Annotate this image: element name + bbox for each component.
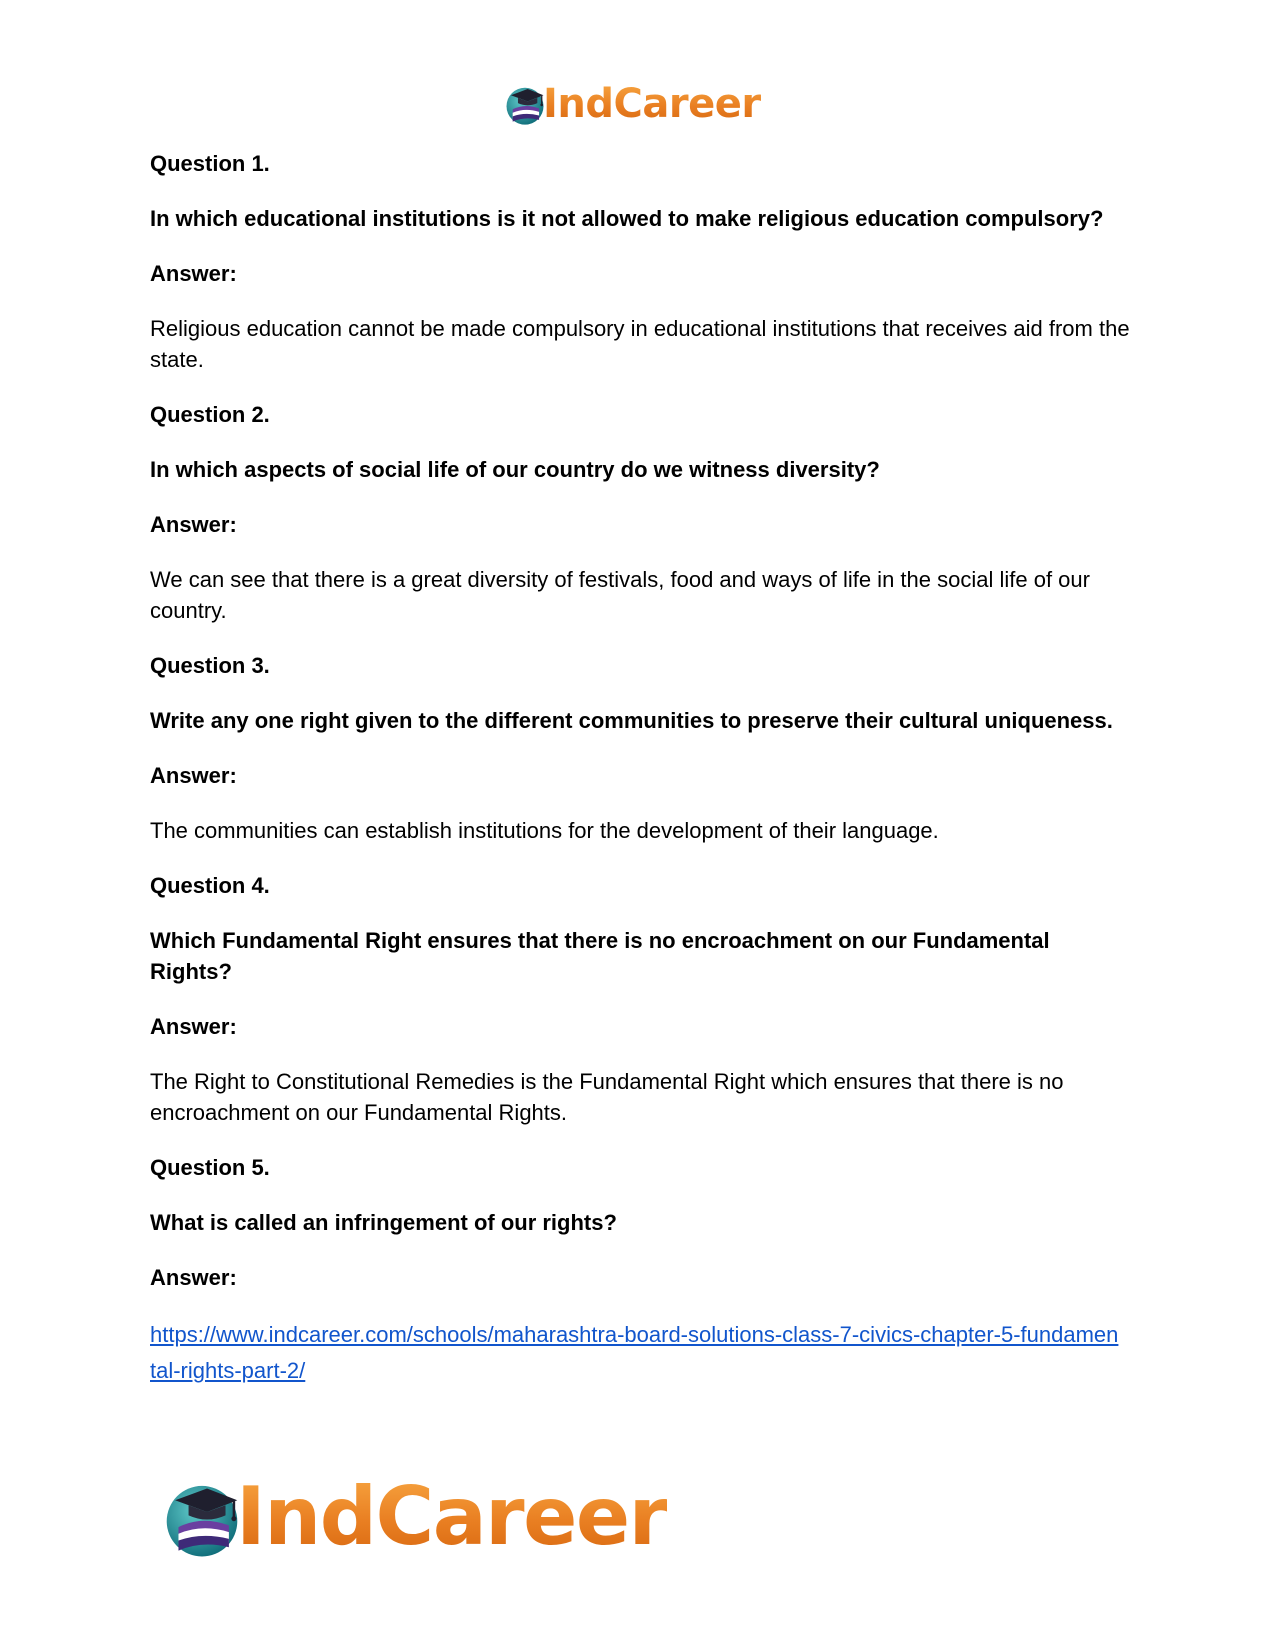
brand-name: IndCareer [543,81,761,127]
qa-item-2 [150,399,1130,626]
brand-name: IndCareer [236,1470,667,1563]
answer-text: We can see that there is a great diversity of festivals, food and ways of life in the social life of our country. [150,567,1090,623]
answer-label: Answer: [150,1265,237,1290]
question-text: In which aspects of social life of our country do we witness diversity? [150,457,880,482]
question-label: Question 3. [150,653,270,678]
question-text: Which Fundamental Right ensures that there is no encroachment on our Fundamental Rights? [150,928,1050,984]
answer-label: Answer: [150,763,237,788]
question-label: Question 5. [150,1155,270,1180]
graduation-cap-books-globe-icon [160,1475,244,1559]
question-label: Question 1. [150,151,270,176]
question-text: Write any one right given to the different communities to preserve their cultural uniqueness. [150,708,1113,733]
answer-text: The Right to Constitutional Remedies is the Fundamental Right which ensures that there is no encroachment on our Fundamental Rights. [150,1069,1064,1125]
qa-item-3 [150,650,1130,846]
answer-label: Answer: [150,261,237,286]
answer-label: Answer: [150,1014,237,1039]
graduation-cap-books-globe-icon [503,82,547,126]
answer-label: Answer: [150,512,237,537]
document-body [150,148,1130,1389]
answer-text: The communities can establish institutions for the development of their language. [150,818,939,843]
footer-logo [160,1472,667,1562]
qa-item-4 [150,870,1130,1128]
question-label: Question 2. [150,402,270,427]
question-label: Question 4. [150,873,270,898]
answer-text: Religious education cannot be made compulsory in educational institutions that receives aid from the state. [150,316,1130,372]
header-logo [503,80,761,128]
question-text: What is called an infringement of our rights? [150,1210,617,1235]
qa-item-1 [150,148,1130,375]
question-text: In which educational institutions is it not allowed to make religious education compulsory? [150,206,1104,231]
qa-item-5 [150,1152,1130,1293]
source-link[interactable]: https://www.indcareer.com/schools/maharashtra-board-solutions-class-7-civics-chapter-5-fundamental-rights-part-2/ [150,1322,1119,1383]
